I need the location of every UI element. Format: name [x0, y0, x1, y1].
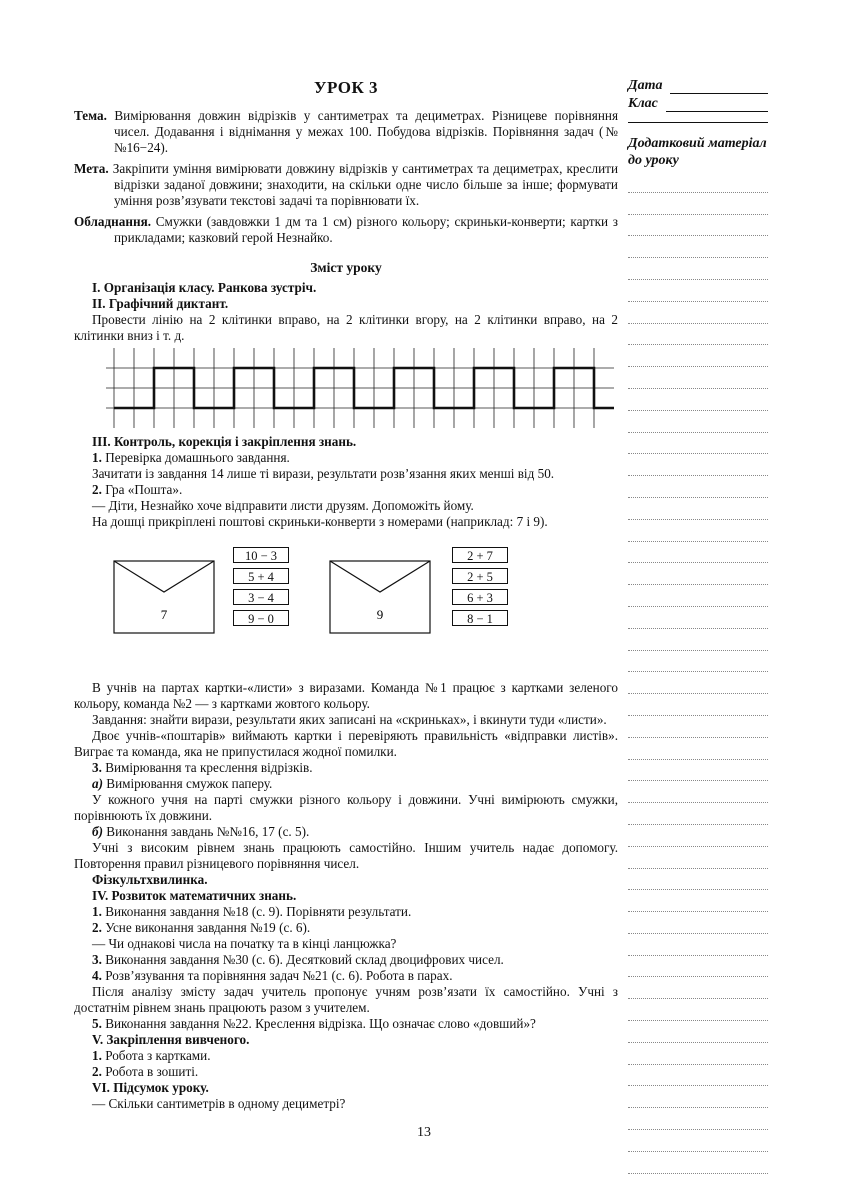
class-blank-line: [666, 99, 768, 112]
envelopes-svg: [74, 534, 618, 680]
card-left-4: 9 − 0: [233, 610, 289, 626]
s3-text-1: Зачитати із завдання 14 лише ті вирази, результати розв’язання яких менші від 50.: [92, 466, 555, 481]
dictation-grid-svg: [74, 348, 618, 428]
envelope-right-number: 9: [376, 607, 384, 622]
s5-item-1: 1. Робота з картками.: [92, 1048, 211, 1063]
section-4-heading: IV. Розвиток математичних знань.: [92, 888, 297, 903]
topic-field: [74, 108, 618, 156]
section-3-heading: III. Контроль, корекція і закріплення знань.: [92, 434, 357, 449]
lesson-title: УРОК 3: [313, 78, 379, 97]
section-1-heading: I. Організація класу. Ранкова зустріч.: [92, 280, 317, 295]
card-right-4: 8 − 1: [452, 610, 508, 626]
section-5-heading: V. Закріплення вивченого.: [92, 1032, 250, 1047]
s3-text-8: Учні з високим рівнем знань працюють самостійно. Іншим учитель надає допомогу. Повторення правил різницевого порівняння чисел.: [74, 840, 618, 871]
extra-material-heading: Додатковий матеріал до уроку: [628, 136, 767, 168]
class-row: [628, 94, 768, 112]
section-6-heading: VI. Підсумок уроку.: [92, 1080, 209, 1095]
date-row: [628, 76, 768, 94]
content-heading: Зміст уроку: [310, 260, 382, 275]
s3-item-2: 2. Гра «Пошта».: [92, 482, 183, 497]
s4-item-4: 4. Розв’язування та порівняння задач №21 (с. 6). Робота в парах.: [92, 968, 453, 983]
s3-item-3b: б) Виконання завдань №№16, 17 (с. 5).: [92, 824, 310, 839]
s6-text-1: — Скільки сантиметрів в одному дециметрі?: [92, 1096, 346, 1111]
class-label: Клас: [628, 96, 658, 111]
card-left-3: 3 − 4: [233, 589, 289, 605]
goal-label: Мета.: [74, 161, 109, 176]
s3-text-6: Двоє учнів-«поштарів» виймають картки і перевіряють правильність «відправки листів». Виграє та команда, яка не припустилася жодної помилки.: [74, 728, 618, 759]
s3-item-3a: а) Вимірювання смужок паперу.: [92, 776, 273, 791]
s3-item-3: 3. Вимірювання та креслення відрізків.: [92, 760, 313, 775]
s4-item-1: 1. Виконання завдання №18 (с. 9). Порівняти результати.: [92, 904, 412, 919]
dictation-instructions: Провести лінію на 2 клітинки вправо, на 2 клітинки вгору, на 2 клітинки вправо, на 2 клітинки вниз і т. д.: [74, 312, 618, 343]
topic-text: Вимірювання довжин відрізків у сантиметрах та дециметрах. Різницеве порівняння чисел. Додавання і віднімання у межах 100. Побудова відрізків. Порівняння задач (№№16−24).: [114, 108, 619, 155]
s3-text-4: В учнів на партах картки-«листи» з виразами. Команда №1 працює з картками зеленого кольору, команда №2 — з картками жовтого кольору.: [74, 680, 618, 711]
s4-item-2: 2. Усне виконання завдання №19 (с. 6).: [92, 920, 311, 935]
topic-label: Тема.: [74, 108, 107, 123]
notes-sidebar: [628, 76, 768, 1174]
s4-text-1: — Чи однакові числа на початку та в кінці ланцюжка?: [92, 936, 397, 951]
card-left-2: 5 + 4: [233, 568, 289, 584]
envelope-left: [114, 561, 214, 633]
date-blank-line: [670, 81, 768, 94]
card-right-2: 2 + 5: [452, 568, 508, 584]
s5-item-2: 2. Робота в зошиті.: [92, 1064, 199, 1079]
envelope-left-flap: [114, 561, 214, 592]
notes-dotted-lines: [628, 171, 768, 1174]
s3-text-5: Завдання: знайти вирази, результати яких записані на «скриньках», і вкинути туди «листи».: [92, 712, 607, 727]
goal-text: Закріпити уміння вимірювати довжину відрізків у сантиметрах та дециметрах, креслити відрізки заданої довжини; знаходити, на скільки одне число більше за інше; формувати уміння розв’язувати текстові задачі та порівнювати їх.: [112, 161, 619, 208]
s4-item-3: 3. Виконання завдання №30 (с. 6). Десятковий склад двоцифрових чисел.: [92, 952, 504, 967]
graphic-dictation-grid: [74, 348, 618, 428]
equipment-label: Обладнання.: [74, 214, 152, 229]
page-number: 13: [417, 1125, 431, 1140]
goal-field: [74, 161, 618, 209]
equipment-text: Смужки (завдовжки 1 дм та 1 см) різного кольору; скриньки-конверти; картки з прикладами; казковий герой Незнайко.: [114, 214, 619, 245]
s3-text-7: У кожного учня на парті смужки різного кольору і довжини. Учні вимірюють смужки, порівнюють їх довжини.: [74, 792, 618, 823]
sidebar-divider: [628, 122, 768, 123]
envelopes-illustration: [74, 534, 618, 680]
s3-text-2: — Діти, Незнайко хоче відправити листи друзям. Допоможіть йому.: [92, 498, 474, 513]
s4-item-5: 5. Виконання завдання №22. Креслення відрізка. Що означає слово «довший»?: [92, 1016, 536, 1031]
card-left-1: 10 − 3: [233, 547, 289, 563]
physical-break-heading: Фізкультхвилинка.: [92, 872, 208, 887]
section-2-heading: II. Графічний диктант.: [92, 296, 229, 311]
envelope-right-flap: [330, 561, 430, 592]
card-right-3: 6 + 3: [452, 589, 508, 605]
date-label: Дата: [628, 78, 663, 93]
card-right-1: 2 + 7: [452, 547, 508, 563]
envelope-left-number: 7: [160, 607, 168, 622]
lesson-content: [74, 76, 618, 1112]
equipment-field: [74, 214, 618, 246]
envelope-right: [330, 561, 430, 633]
s4-text-2: Після аналізу змісту задач учитель пропонує учням розв’язати їх самостійно. Учні з достатнім рівнем знань працюють разом з учителем.: [74, 984, 618, 1015]
s3-item-1: 1. Перевірка домашнього завдання.: [92, 450, 290, 465]
s3-text-3: На дошці прикріплені поштові скриньки-конверти з номерами (наприклад: 7 і 9).: [92, 514, 548, 529]
